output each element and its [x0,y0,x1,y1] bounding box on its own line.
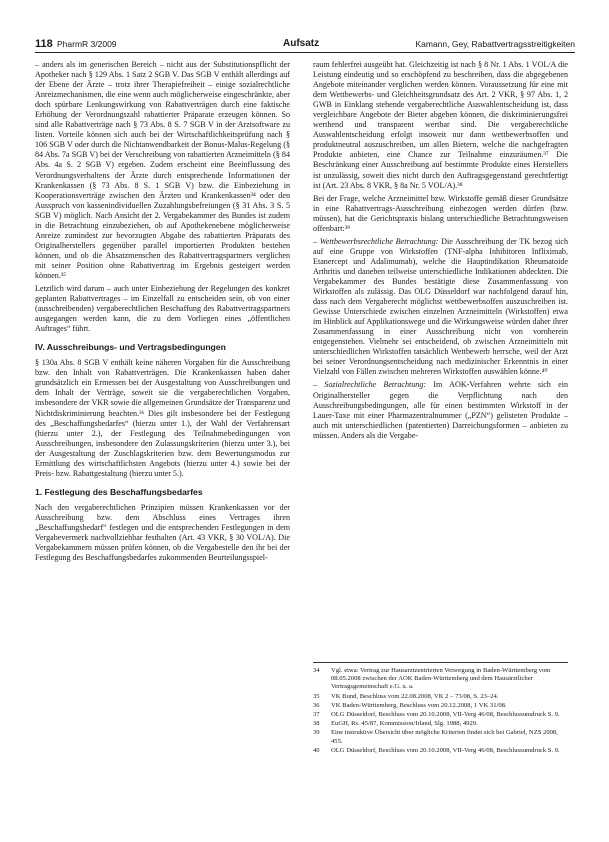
footnote-number: 40 [313,746,320,754]
footnote-text: VK Baden-Württemberg, Beschluss vom 20.12.2008, 1 VK 31/08. [331,701,507,709]
footnote-number: 37 [313,711,320,719]
footnote [313,702,568,710]
footnote-number: 38 [313,720,320,728]
page-header [35,36,575,54]
paragraph: – anders als im generischen Bereich – nicht aus der Substitutionspflicht der Apotheker nach § 129 Abs. 1 Satz 2 SGB V. Das SGB V enthält allerdings auf der Ebene der Ärzte – trotz ihrer Therapiefreiheit – einige sozialrechtliche Anreizmechanismen, die eine wenn auch möglicherweise eingeschränkte, aber doch spürbare Lenkungswirkung von Rabattverträgen durch eine faktische Erhöhung der Verordnungszahl rabattierter Präparate erzeugen können. So sind alle Rabattverträge nach § 73 Abs. 8 S. 7 SGB V in der Arztsoftware zu listen. Vorteile können sich auch bei der Wirtschaftlichkeitsprüfung nach § 106 SGB V oder durch die Nichtanwendbarkeit der Bonus-Malus-Regelung (§ 84 Abs. 7a SGB V) bei der Verschreibung von rabattierten Arzneimitteln (§ 84 Abs. 4a S. 2 SGB V) ergeben. Zudem erscheint eine Beeinflussung des Verordnungsverhaltens der Ärzte durch entsprechende Informationen der Krankenkassen (§ 73 Abs. 8 S. 1 SGB V) bzw. die Einbeziehung in Kooperationsverträge zwischen den Ärzten und Krankenkassen³⁴ oder den Ausspruch von kassenindividuellen Zuzahlungsbefreiungen (§ 31 Abs. 3 S. 5 SGB V) möglich. Nach Ansicht der 2. Vergabekammer des Bundes ist zudem in die Betrachtung einzubeziehen, ob auf Apothekenebene möglicherweise Anreize zumindest zur bevorzugten Abgabe des rabattierten Präparats des Originalherstellers gegenüber parallel importierten Produkten bestehen können, und ob die Absatzmenschen des Rabattvertragspartners verglichen mit seiner Position ohne Rabattvertrag im Ergebnis gesteigert werden können.³⁵ [35,60,290,280]
footnote [313,747,568,755]
paragraph: § 130a Abs. 8 SGB V enthält keine näheren Vorgaben für die Ausschreibung bzw. den Inhalt von Rabattverträgen. Die Krankenkassen haben daher grundsätzlich ein Ermessen bei der Ausgestaltung von Ausschreibungen und dem Inhalt der Verträge, soweit sie die vergaberechtlichen Vorgaben, insbesondere der VKR sowie die allgemeinen Grundsätze der Transparenz und Nichtdiskriminierung beachten.³⁶ Dies gilt insbesondere bei der Festlegung des „Beschaffungsbedarfes“ (hierzu unter 1.), der Wahl der Verfahrensart (hierzu unter 2.), der Festlegung des Teilnahmebedingungen von Ausschreibungen, insbesondere den Zulassungskriterien (hierzu unter 3.), bei der Ausgestaltung der Zuschlagskriterien bzw. dem Bewertungsmodus zur Ermittlung des wirtschaftlichsten Angebots (hierzu unter 4.) sowie bei der Preis- bzw. Rabattgestaltung (hierzu unter 5.). [35,358,290,478]
footnote-text: EuGH, Rs. 45/87, Kommission/Irland, Slg. 1988, 4929. [331,720,478,728]
footnote-number: 36 [313,701,320,709]
footnote-text: OLG Düsseldorf, Beschluss vom 20.10.2008, VII-Verg 46/08, Beschlussumdruck S. 9. [331,711,560,719]
footnotes [313,662,568,756]
paragraph [313,380,568,440]
paragraph: Nach den vergaberechtlichen Prinzipien müssen Krankenkassen vor der Ausschreibung bzw. dem Abschluss eines Vertrages ihren „Beschaffungsbedarf“ festlegen und die entsprechenden Festlegungen in dem Vergabevermerk nachvollziehbar festhalten (Art. 43 VKR, § 30 VOL/A). Die Vergabekammern müssen prüfen können, ob die Vergabestelle den ihr bei der Festlegung des Beschaffungsbedarfes zukommenden Beurteilungsspiel- [35,502,290,563]
paragraph: Bei der Frage, welche Arzneimittel bzw. Wirkstoffe gemäß dieser Grundsätze in eine Rabattvertrags-Ausschreibung einbezogen werden dürfen (bzw. müssen), hat die Gerichtspraxis bislang unterschiedliche Betrachtungsweisen offenbart:³⁹ [313,193,568,233]
italic-lead: – Wettbewerbsrechtliche Betrachtung: [313,236,439,246]
paragraph [313,237,568,378]
footnote-text: Vgl. etwa: Vertrag zur Hausarztzentrierten Versorgung in Baden-Württemberg vom 08.05.2008 zwischen der AOK Baden-Württemberg und dem Hausärztlicher Vertragsgemeinschaft e.G. u. a. [331,667,551,691]
right-column [313,60,568,444]
subsection-heading: 1. Festlegung des Beschaffungsbedarfes [35,486,203,497]
footnote-number: 34 [313,667,320,674]
italic-lead: – Sozialrechtliche Betrachtung: [313,380,427,390]
footnote [313,693,568,701]
footnote [313,711,568,719]
left-column [35,60,290,566]
section-heading: IV. Ausschreibungs- und Vertragsbedingungen [35,342,226,353]
paragraph: raum fehlerfrei ausgeübt hat. Gleichzeitig ist nach § 8 Nr. 1 Abs. 1 VOL/A die Leistung eindeutig und so erschöpfend zu beschreiben, dass die abgegebenen Angebote miteinander verglichen werden können. Voraussetzung für eine mit dem Wettbewerbs- und Gleichheitsgrundsatz des Art. 2 VKR, § 97 Abs. 1, 2 GWB in Einklang stehende vergaberechtliche Auswahlentscheidung ist, dass vergleichbare Angebote der Bieter abgeben können, die diskriminierungsfrei werthend und transparent wertbar sind. Die vergaberechtliche Auswahlentscheidung erfolgt insoweit nur dann wettbewerbsoffen und produktneutral auszuschreiben, um allen Bietern, welche die nachgefragten Produkte anbieten, eine Chance zur Teilnahme einzuräumen.³⁷ Die Beschränkung einer Ausschreibung auf bestimmte Produkte eines Herstellers ist unzulässig, soweit dies nicht durch den Auftragsgegenstand gerechtfertigt ist (Art. 23 Abs. 8 VKR, § 8a Nr. 5 VOL/A).³⁸ [313,60,568,190]
footnote [313,720,568,728]
paragraph-text: Im AOK-Verfahren wehrte sich ein Originalhersteller gegen die Verpflichtung nach den Ausschreibungsbedingungen, alle für einen bestimmten Wirkstoff in der Lauer-Taxe mit einer Pharmazentralnummer („PZN“) gelisteten Produkte – auch mit unterschiedlichen (patentierten) Darreichungsformen – anbieten zu müssen. Anders als die Vergabe- [313,380,568,440]
footnote-text: Eine instruktive Übersicht über mögliche Kriterien findet sich bei Gabriel, NZS 2008, 455. [331,729,558,745]
footnote-number: 35 [313,692,320,700]
footnote [313,667,568,692]
footnote-text: OLG Düsseldorf, Beschluss vom 20.10.2008, VII-Verg 46/08, Beschlussumdruck S. 9. [331,746,560,754]
footnote-text: VK Bund, Beschluss vom 22.08.2008, VK 2 – 73/08, S. 23–24. [331,692,499,700]
running-title: Kamann, Gey, Rabattvertragsstreitigkeiten [415,39,575,49]
footnote-number: 39 [313,729,320,737]
page-number: 118 [35,38,53,50]
section-label: Aufsatz [283,38,320,49]
footnote [313,729,568,745]
paragraph: Letztlich wird darum – auch unter Einbeziehung der Regelungen des konkret geplanten Rabattvertrages – im Einzelfall zu entscheiden sein, ob von einer (ausschreibenden) vergaberechtlichen Beschaffung des Rabattvertragspartners ausgegangen werden kann, die zu dem Vorliegen eines „öffentlichen Auftrages“ führt. [35,284,290,334]
header-rule [35,52,575,53]
paragraph-text: Die Ausschreibung der TK bezog sich auf eine Gruppe von Wirkstoffen (TNF-alpha Inhibitoren Infliximab, Etanercept und Adalimumab), welche die Hauptindikation Rheumatoide Arthritis und daneben teilweise unterschiedliche Indikationen abdeckten. Die Vergabekammer des Bundes bestätigte diese Zusammenfassung von Wirkstoffen als zulässig. Das OLG Düsseldorf war nachfolgend darauf hin, dass nach dem Vergaberecht möglichst wettbewerbsoffen auszuschreiben ist. Gewisse Unterschiede zwischen einzelnen Arzneimitteln (Wirkstoffen) etwa im Hinblick auf Applikationswege und die Wirkungsweise würden daher ihrer Zusammenfassung in einer Ausschreibung nicht von vornherein entgegenstehen. Vielmehr sei entscheidend, ob zwischen Arzneimitteln mit unterschiedlichen Wirkstoffen tatsächlich Wettbewerb herrsche, weil der Arzt bei seiner Verordnungsentscheidung nach medizinischer Erkenntnis in einer Vielzahl von Fällen zwischen mehreren Wirkstoffen auswählen könne.⁴⁰ [313,236,568,377]
journal-name: PharmR 3/2009 [57,39,117,49]
